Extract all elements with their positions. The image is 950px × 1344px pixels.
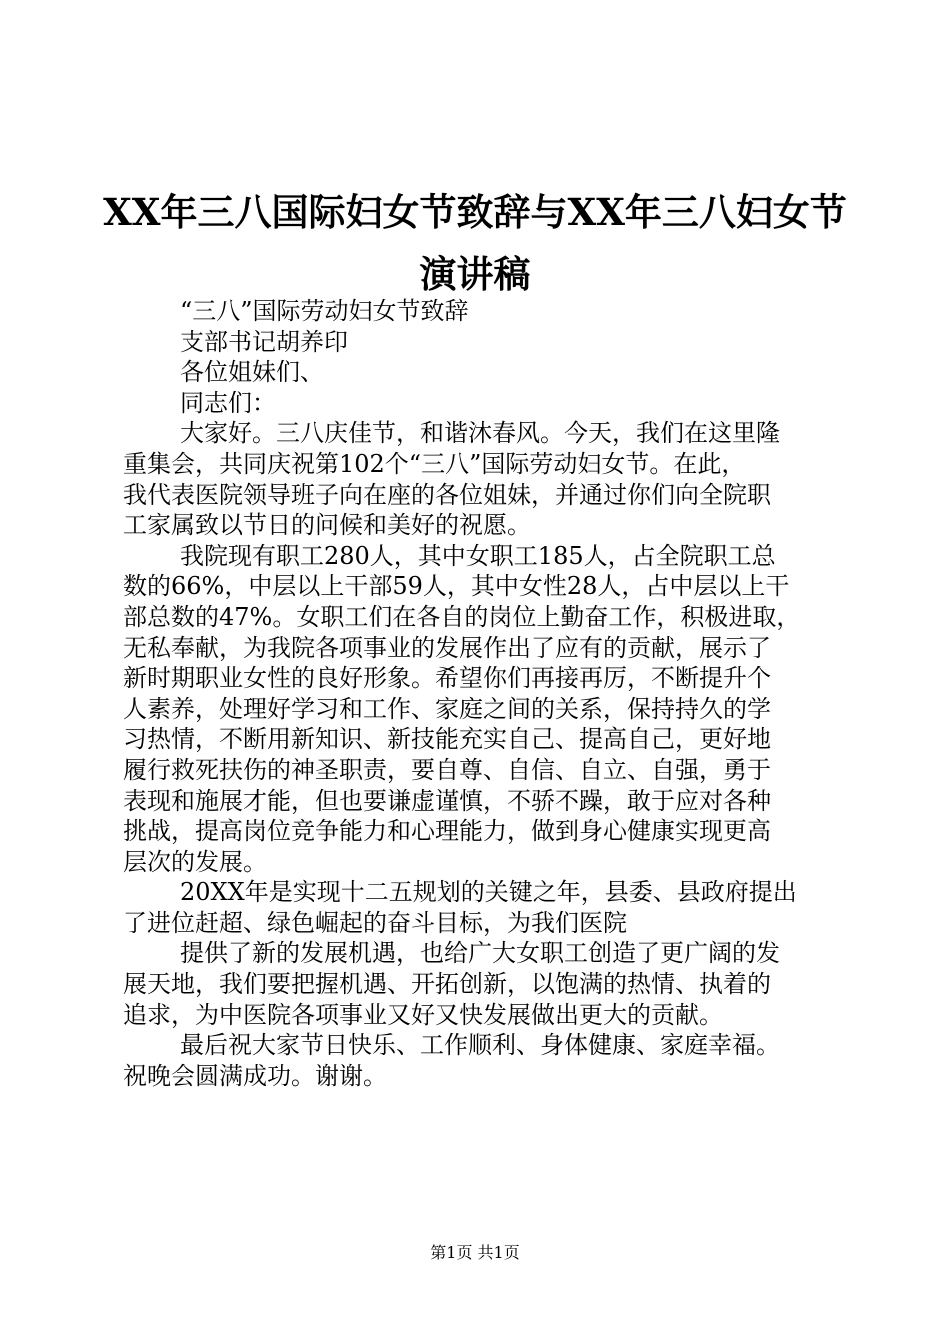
document-title-line-1: XX年三八国际妇女节致辞与XX年三八妇女节 [103,190,847,234]
text-line: 了进位赶超、绿色崛起的奋斗目标，为我们医院 [123,908,627,937]
text-line: 表现和施展才能，但也要谦虚谨慎，不骄不躁，敢于应对各种 [123,786,771,815]
text-line: 习热情，不断用新知识、新技能充实自己、提高自己，更好地 [123,725,771,754]
document-body [123,296,835,1091]
text-line: 我院现有职工280人，其中女职工185人，占全院职工总 [180,541,776,570]
text-line: 同志们： [180,388,276,417]
text-line: 各位姐妹们、 [180,358,324,387]
text-line: 挑战，提高岗位竞争能力和心理能力，做到身心健康实现更高 [123,817,771,846]
text-line: “三八”国际劳动妇女节致辞 [180,297,469,325]
document-title-line-2: 演讲稿 [419,252,531,296]
text-line: 履行救死扶伤的神圣职责，要自尊、自信、自立、自强，勇于 [123,755,771,784]
text-line: 重集会，共同庆祝第102个“三八”国际劳动妇女节。在此， [123,449,746,478]
text-line: 提供了新的发展机遇，也给广大女职工创造了更广阔的发 [180,939,780,968]
text-line: 我代表医院领导班子向在座的各位姐妹，并通过你们向全院职 [123,480,771,509]
text-line: 部总数的47%。女职工们在各自的岗位上勤奋工作，积极进取， [123,602,801,631]
text-line: 大家好。三八庆佳节，和谐沐春风。今天，我们在这里隆 [180,419,780,448]
text-line: 新时期职业女性的良好形象。希望你们再接再厉，不断提升个 [123,664,771,693]
text-line: 最后祝大家节日快乐、工作顺利、身体健康、家庭幸福。 [180,1031,780,1060]
text-line: 祝晚会圆满成功。谢谢。 [123,1061,387,1090]
text-line: 支部书记胡养印 [180,327,348,356]
text-line: 追求，为中医院各项事业又好又快发展做出更大的贡献。 [123,1000,723,1029]
text-line: 工家属致以节日的问候和美好的祝愿。 [123,511,531,540]
text-line: 20XX年是实现十二五规划的关键之年，县委、县政府提出 [180,878,797,907]
text-line: 数的66%，中层以上干部59人，其中女性28人，占中层以上干 [123,572,790,601]
text-line: 无私奉献，为我院各项事业的发展作出了应有的贡献，展示了 [123,633,771,662]
text-line: 人素养，处理好学习和工作、家庭之间的关系，保持持久的学 [123,694,771,723]
page-footer: 第1页 共1页 [430,1243,520,1262]
text-line: 层次的发展。 [123,847,267,876]
text-line: 展天地，我们要把握机遇、开拓创新，以饱满的热情、执着的 [123,970,771,999]
